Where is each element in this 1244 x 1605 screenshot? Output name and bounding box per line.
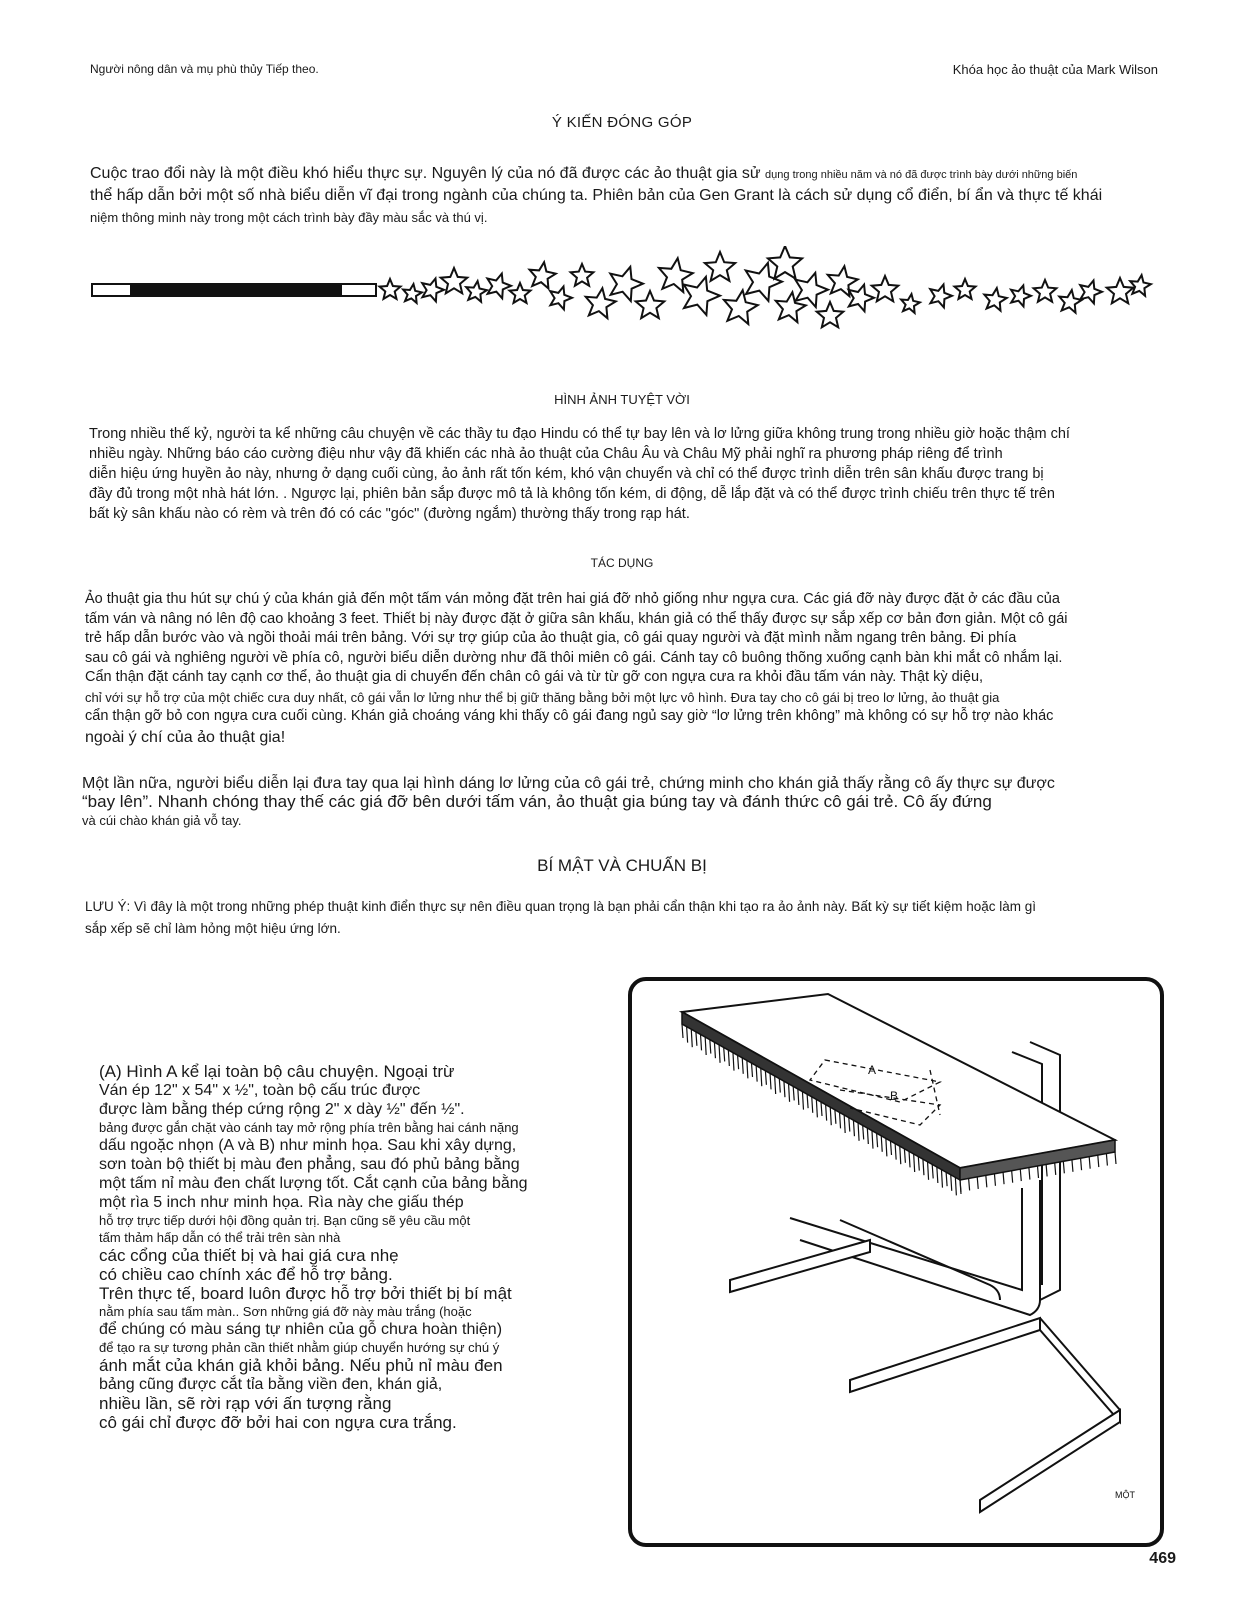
base-rail-right: [1040, 1318, 1120, 1422]
effect-line: trẻ hấp dẫn bước vào và ngồi thoải mái trên bảng. Với sự trợ giúp của ảo thuật gia, cô gái quay người và đặt mình nằm ngang trên bảng. Đi phía: [85, 630, 1017, 646]
fringe-strand: [858, 1123, 859, 1141]
fringe-strand: [872, 1131, 873, 1149]
left-column-line: Trên thực tế, board luôn được hỗ trợ bởi thiết bị bí mật: [99, 1284, 512, 1303]
star-icon: [1059, 290, 1082, 313]
star-icon: [1130, 275, 1151, 296]
effect-paragraph-2: [82, 775, 1055, 831]
fringe-strand: [696, 1032, 697, 1046]
section-title-wonder: HÌNH ẢNH TUYỆT VỜI: [554, 392, 690, 407]
left-column-line: các cổng của thiết bị và hai giá cưa nhẹ: [99, 1246, 399, 1265]
fringe-strand: [863, 1125, 864, 1139]
wonder-paragraph: [89, 424, 1070, 524]
fringe-strand: [1115, 1152, 1116, 1164]
star-icon: [984, 288, 1007, 311]
fringe-strand: [1089, 1157, 1090, 1169]
star-icon: [930, 285, 952, 308]
effect-line: và cúi chào khán giả vỗ tay.: [82, 813, 242, 828]
section-title-effect: TÁC DỤNG: [590, 556, 654, 570]
fringe-strand: [1012, 1171, 1013, 1183]
star-icon: [795, 273, 828, 307]
fringe-strand: [719, 1045, 720, 1063]
contrib-line-1: Cuộc trao đổi này là một điều khó hiểu thực sự. Nguyên lý của nó đã được các ảo thuật gia sử: [90, 165, 761, 182]
page-number: 469: [1149, 1550, 1176, 1567]
fringe-strand: [946, 1172, 947, 1186]
fringe-strand: [895, 1144, 896, 1160]
star-icon: [768, 246, 802, 279]
fringe-strand: [812, 1097, 813, 1113]
fringe-strand: [765, 1071, 766, 1085]
contrib-line-3: niệm thông minh này trong một cách trình bày đầy màu sắc và thú vị.: [90, 210, 488, 225]
star-icon: [571, 264, 594, 286]
fringe-strand: [835, 1110, 836, 1124]
label-b: B: [890, 1089, 899, 1103]
star-icon: [724, 290, 758, 324]
fringe-strand: [904, 1149, 905, 1163]
left-column-line: một tấm nỉ màu đen chất lượng tốt. Cắt cạnh của bảng bằng: [99, 1175, 528, 1192]
fringe-strand: [1029, 1168, 1030, 1180]
fringe-strand: [738, 1055, 739, 1069]
star-icon: [684, 277, 720, 315]
fringe-strand: [807, 1094, 808, 1108]
fringe-strand: [881, 1136, 882, 1152]
wonder-line: diễn hiệu ứng huyền ảo này, nhưng ở dạng cuối cùng, ảo ảnh rất tốn kém, khó vận chuyển và chỉ có thể được trình diễn trên sân khấu được trang bị: [89, 466, 1044, 482]
fringe-strand: [900, 1146, 901, 1164]
star-icon: [636, 291, 665, 318]
fringe-strand: [867, 1128, 868, 1144]
secret-note: [85, 896, 1036, 940]
fringe-strand: [877, 1133, 878, 1147]
fringe-strand: [752, 1063, 753, 1077]
left-column-line: bảng được gắn chặt vào cánh tay mở rộng phía trên bằng hai cánh nặng: [99, 1120, 519, 1135]
fringe-strand: [705, 1037, 706, 1055]
left-column-line: dấu ngoặc nhọn (A và B) như minh họa. Sau khi xây dựng,: [99, 1137, 517, 1154]
left-column-line: (A) Hình A kể lại toàn bộ câu chuyện. Ngoại trừ: [99, 1062, 455, 1081]
fringe-strand: [826, 1105, 827, 1121]
fringe-strand: [937, 1167, 938, 1183]
fringe-strand: [710, 1040, 711, 1054]
fringe-strand: [1063, 1161, 1064, 1173]
wonder-line: nhiều ngày. Những báo cáo cường điệu như vậy đã khiến các nhà ảo thuật của Châu Âu và Châu Mỹ phải nghĩ ra phương pháp riêng để trình: [89, 446, 1003, 462]
fringe-strand: [789, 1084, 790, 1102]
fringe-strand: [977, 1177, 978, 1189]
fringe-strand: [914, 1154, 915, 1172]
fringe-strand: [1098, 1155, 1099, 1167]
fringe-strand: [928, 1162, 929, 1180]
fringe-strand: [1055, 1163, 1056, 1175]
fringe-strand: [941, 1170, 942, 1188]
left-column-line: ánh mắt của khán giả khỏi bảng. Nếu phủ nỉ màu đen: [99, 1356, 503, 1375]
fringe-strand: [798, 1089, 799, 1105]
fringe-strand: [701, 1034, 702, 1050]
effect-line: Ảo thuật gia thu hút sự chú ý của khán giả đến một tấm ván mỏng đặt trên hai giá đỡ nhỏ giống như ngựa cưa. Các giá đỡ này được đặt ở các đầu của: [85, 591, 1060, 607]
fringe-strand: [816, 1099, 817, 1117]
fringe-strand: [793, 1086, 794, 1100]
contrib-paragraph: [90, 164, 1190, 229]
effect-line: Cẩn thận đặt cánh tay cạnh cơ thể, ảo thuật gia di chuyển đến chân cô gái và từ từ gỡ con ngựa cưa ra khỏi đầu tấm ván này. Thật kỳ diệu,: [85, 669, 984, 685]
left-column-line: cô gái chỉ được đỡ bởi hai con ngựa cưa trắng.: [99, 1413, 457, 1432]
left-column-line: nhiều lần, sẽ rời rạp với ấn tượng rằng: [99, 1394, 392, 1413]
left-column-line: nằm phía sau tấm màn.. Sơn những giá đỡ này màu trắng (hoặc: [99, 1304, 472, 1319]
star-icon: [817, 302, 844, 327]
fringe-strand: [724, 1047, 725, 1061]
star-icon: [466, 281, 487, 302]
contrib-line-2: thể hấp dẫn bởi một số nhà biểu diễn vĩ đại trong ngành của chúng ta. Phiên bản của Gen Grant là cách sử dụng cổ điển, bí ẩn và thực tế khái: [90, 187, 1103, 204]
fringe-strand: [923, 1159, 924, 1175]
fringe-strand: [756, 1066, 757, 1082]
label-a: A: [868, 1063, 877, 1077]
star-icon: [610, 267, 643, 301]
left-column-line: hỗ trợ trực tiếp dưới hội đồng quản trị. Bạn cũng sẽ yêu cầu một: [99, 1213, 471, 1228]
wand-shaft: [130, 284, 342, 296]
diagram-caption: MỘT: [1115, 1490, 1135, 1500]
left-column-line: có chiều cao chính xác để hỗ trợ bảng.: [99, 1265, 393, 1284]
fringe-strand: [849, 1118, 850, 1132]
fringe-strand: [1020, 1169, 1021, 1181]
fringe-strand: [994, 1174, 995, 1186]
left-column-line: bảng cũng được cắt tỉa bằng viền đen, khán giả,: [99, 1376, 443, 1393]
star-icon: [422, 279, 444, 302]
secret-line: LƯU Ý: Vì đây là một trong những phép thuật kinh điển thực sự nên điều quan trọng là bạn phải cẩn thận khi tạo ra ảo ảnh này. Bất kỳ sự tiết kiệm hoặc làm gì: [85, 899, 1036, 914]
fringe-strand: [1081, 1158, 1082, 1170]
fringe-strand: [742, 1058, 743, 1074]
fringe-strand: [1046, 1164, 1047, 1176]
levitation-apparatus-diagram: [640, 990, 1150, 1535]
fringe-strand: [1003, 1172, 1004, 1184]
fringe-strand: [886, 1138, 887, 1156]
star-icon: [901, 294, 920, 313]
fringe-strand: [951, 1175, 952, 1191]
effect-line: cẩn thận gỡ bỏ con ngựa cưa cuối cùng. Khán giả choáng váng khi thấy cô gái đang ngủ say giờ “lơ lửng trên không” mà không có sự hỗ trợ nào khác: [85, 708, 1054, 724]
fringe-strand: [821, 1102, 822, 1116]
wonder-line: bất kỳ sân khấu nào có rèm và trên đó có các "góc" (đường ngắm) thường thấy trong rạp hát.: [89, 506, 690, 522]
fringe-strand: [775, 1076, 776, 1094]
base-rail-end: [980, 1410, 1120, 1512]
fringe-strand: [747, 1060, 748, 1078]
star-icon: [849, 285, 874, 312]
effect-paragraph: [85, 590, 1067, 748]
fringe-strand: [1106, 1154, 1107, 1166]
fringe-strand: [761, 1068, 762, 1086]
fringe-strand: [932, 1164, 933, 1178]
section-title-secret: BÍ MẬT VÀ CHUẨN BỊ: [537, 856, 707, 875]
fringe-strand: [779, 1079, 780, 1093]
star-icon: [1034, 280, 1057, 302]
fringe-strand: [909, 1151, 910, 1167]
star-icon: [487, 274, 511, 299]
fringe-strand: [687, 1027, 688, 1043]
header-right: Khóa học ảo thuật của Mark Wilson: [952, 62, 1158, 77]
fringe-strand: [691, 1029, 692, 1047]
magic-wand-stars-illustration: [90, 246, 1200, 356]
fringe-strand: [714, 1042, 715, 1058]
base-rail-left: [730, 1240, 870, 1292]
left-column-line: để chúng có màu sáng tự nhiên của gỗ chưa hoàn thiện): [99, 1321, 503, 1338]
effect-line: ngoài ý chí của ảo thuật gia!: [85, 728, 286, 746]
fringe-strand: [1038, 1166, 1039, 1178]
effect-line: Một lần nữa, người biểu diễn lại đưa tay qua lại hình dáng lơ lửng của cô gái trẻ, chứng minh cho khán giả thấy rằng cô ấy thực sự được: [82, 775, 1055, 792]
left-column-line: sơn toàn bộ thiết bị màu đen phẳng, sau đó phủ bảng bằng: [99, 1156, 520, 1173]
fringe-strand: [1072, 1160, 1073, 1172]
effect-line: “bay lên”. Nhanh chóng thay thế các giá đỡ bên dưới tấm ván, ảo thuật gia búng tay và đánh thức cô gái trẻ. Cô ấy đứng: [82, 792, 992, 811]
star-icon: [1107, 278, 1134, 303]
fringe-strand: [830, 1107, 831, 1125]
left-column-line: được làm bằng thép cứng rộng 2" x dày ½" đến ½".: [99, 1101, 465, 1118]
fringe-strand: [784, 1081, 785, 1097]
wonder-line: đầy đủ trong một nhà hát lớn. . Ngược lại, phiên bản sắp được mô tả là không tốn kém, di động, dễ lắp đặt và có thể được trình chiếu trên thực tế trên: [89, 486, 1055, 502]
star-icon: [380, 279, 401, 299]
fringe-strand: [986, 1175, 987, 1187]
star-icon: [955, 279, 976, 299]
fringe-strand: [682, 1024, 683, 1038]
star-icon: [403, 284, 422, 303]
fringe-strand: [802, 1092, 803, 1110]
fringe-strand: [733, 1053, 734, 1071]
fringe-strand: [840, 1112, 841, 1128]
effect-line: chỉ với sự hỗ trợ của một chiếc cưa duy nhất, cô gái vẫn lơ lửng như thể bị giữ thăng bằng bởi một lực vô hình. Đưa tay cho cô gái bị treo lơ lửng, ảo thuật gia: [85, 689, 1000, 705]
effect-line: tấm ván và nâng nó lên độ cao khoảng 3 feet. Thiết bị này được đặt ở giữa sân khấu, khán giả có thể thấy được sự sắp xếp cơ bản đơn giản. Một cô gái: [85, 610, 1068, 627]
left-column-line: Ván ép 12" x 54" x ½", toàn bộ cấu trúc được: [99, 1082, 421, 1099]
secret-line: sắp xếp sẽ chỉ làm hỏng một hiệu ứng lớn.: [85, 921, 341, 936]
fringe-strand: [891, 1141, 892, 1155]
star-icon: [530, 262, 556, 288]
fringe-strand: [918, 1157, 919, 1171]
wonder-line: Trong nhiều thế kỷ, người ta kể những câu chuyện về các thầy tu đạo Hindu có thể tự bay lên và lơ lửng giữa không trung trong nhiều giờ hoặc thậm chí: [89, 426, 1070, 442]
star-icon: [1011, 286, 1031, 307]
left-column-line: để tạo ra sự tương phản cần thiết nhằm giúp chuyển hướng sự chú ý: [99, 1340, 500, 1355]
contrib-line-1-small: dụng trong nhiều năm và nó đã được trình bày dưới những biến: [765, 169, 1078, 181]
effect-line: sau cô gái và nghiêng người về phía cô, người biểu diễn dường như đã thôi miên cô gái. Cánh tay cô buông thõng xuống cạnh bàn khi mắt cô nhắm lại.: [85, 649, 1063, 666]
fringe-strand: [770, 1073, 771, 1089]
star-icon: [705, 252, 735, 281]
section-title-contrib: Ý KIẾN ĐÓNG GÓP: [551, 114, 693, 131]
fringe-strand: [844, 1115, 845, 1133]
star-icon: [550, 287, 572, 310]
center-upright: [800, 1180, 1040, 1315]
left-column-line: tấm thảm hấp dẫn có thể trải trên sàn nhà: [99, 1230, 341, 1245]
left-column-line: một rìa 5 inch như minh họa. Rìa này che giấu thép: [99, 1194, 464, 1211]
fringe-strand: [728, 1050, 729, 1066]
fringe-strand: [955, 1177, 956, 1195]
fringe-strand: [969, 1178, 970, 1190]
fringe-strand: [853, 1120, 854, 1136]
board: [682, 994, 1116, 1195]
header-left: Người nông dân và mụ phù thủy Tiếp theo.: [90, 62, 319, 76]
left-column-text: [99, 1062, 579, 1432]
base-rail-front: [850, 1318, 1040, 1392]
